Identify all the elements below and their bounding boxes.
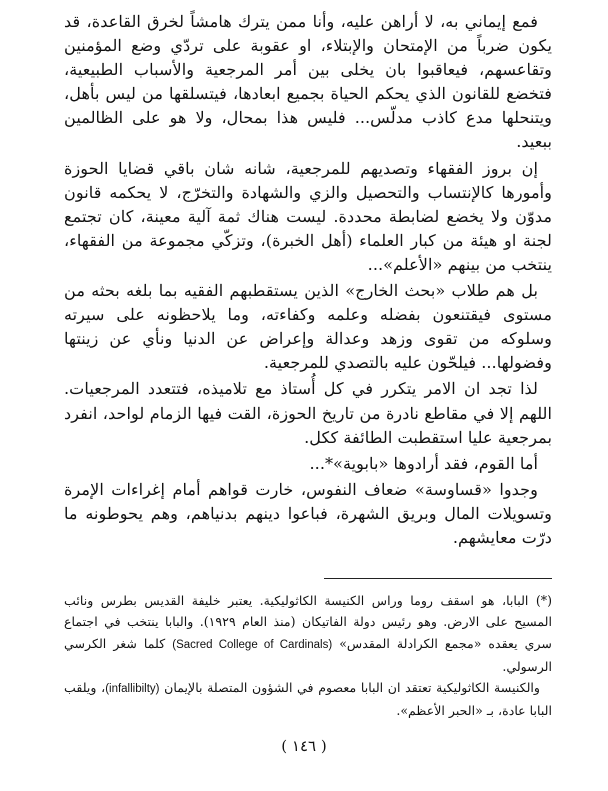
- footnote-latin-term: (infallibilty): [105, 683, 160, 696]
- footnotes: [64, 590, 552, 722]
- footnote-text: ، ويلقب البابا عادة، بـ «الحبر الأعظم».: [64, 680, 552, 719]
- paragraph: فمع إيماني به، لا أراهن عليه، وأنا ممن يترك هامشاً لخرق القاعدة، قد يكون ضرباً من الإمتحان والإبتلاء، او عقوبة على تردّي وضع المؤمنين وتقاعسهم، فيعاقبوا بان يخلى بين أمر المرجعية والأسباب الطبيعية، فتخضع للقانون الذي يحكم الحياة بجميع ابعادها، فيتسلقها من ليس بأهل، ويتنحلها مدع كاذب مدلّس... فليس هذا بمحال، ولا هو على الظالمين ببعيد.: [64, 12, 552, 152]
- footnote-text: والكنيسة الكاثوليكية تعتقد ان البابا معصوم في الشؤون المتصلة بالإيمان: [164, 680, 540, 696]
- paragraph: لذا تجد ان الامر يتكرر في كل أُستاذ مع تلاميذه، فتتعدد المرجعيات. اللهم إلا في مقاطع نادرة من تاريخ الحوزة، القت فيها الزمام لواحد، انفرد بمرجعية عليا استقطبت الطائفة ككل.: [64, 379, 552, 447]
- paragraph: وجدوا «قساوسة» ضعاف النفوس، خارت قواهم أمام إغراءات الإمرة وتسويلات المال وبريق الشهرة، فباعوا دينهم بدنياهم، وهم يحوطونه ما درّت معايشهم.: [64, 479, 552, 547]
- main-text: [64, 10, 552, 550]
- footnote-latin-term: (Sacred College of Cardinals): [172, 638, 333, 651]
- paragraph: إن بروز الفقهاء وتصديهم للمرجعية، شانه شان باقي قضايا الحوزة وأمورها كالإنتساب والتحصيل والزي والشهادة والتخرّج، لا يحكمه قانون مدوّن ولا يخضع لضابطة محددة. ليست هناك ثمة آلية معينة، كان تجتمع لجنة او هيئة من كبار العلماء (أهل الخبرة)، وتزكّي مجموعة من الفقهاء، ينتخب من بينهم «الأعلم»...: [64, 158, 552, 274]
- page-number: ( ١٤٦ ): [281, 737, 327, 755]
- footnote-divider: [324, 578, 552, 579]
- footnote: [64, 677, 552, 722]
- footnote-text: (*) البابا، هو اسقف روما وراس الكنيسة الكاثوليكية. يعتبر خليفة القديس بطرس ونائب المسيح على الارض. وهو رئيس دولة الفاتيكان (منذ العام ١٩٢٩). والبابا ينتخب في اجتماع سري يعقده «مجمع الكرادلة المقدس»: [64, 593, 552, 651]
- paragraph: بل هم طلاب «بحث الخارج» الذين يستقطبهم الفقيه بما بلغه بحثه من مستوى فيقتنعون بفضله وعلمه وكفاءته، وما يلاحظونه على سيرته وسلوكه من تقوى وزهد وعدالة وإعراض عن الدنيا ونأي عن زينتها وفضولها... فيلحّون عليه بالتصدي للمرجعية.: [64, 281, 552, 373]
- paragraph: أما القوم، فقد أرادوها «بابوية»*...: [309, 453, 538, 473]
- footnote-text: كلما شغر الكرسي الرسولي.: [64, 635, 552, 674]
- footnote: [64, 590, 552, 677]
